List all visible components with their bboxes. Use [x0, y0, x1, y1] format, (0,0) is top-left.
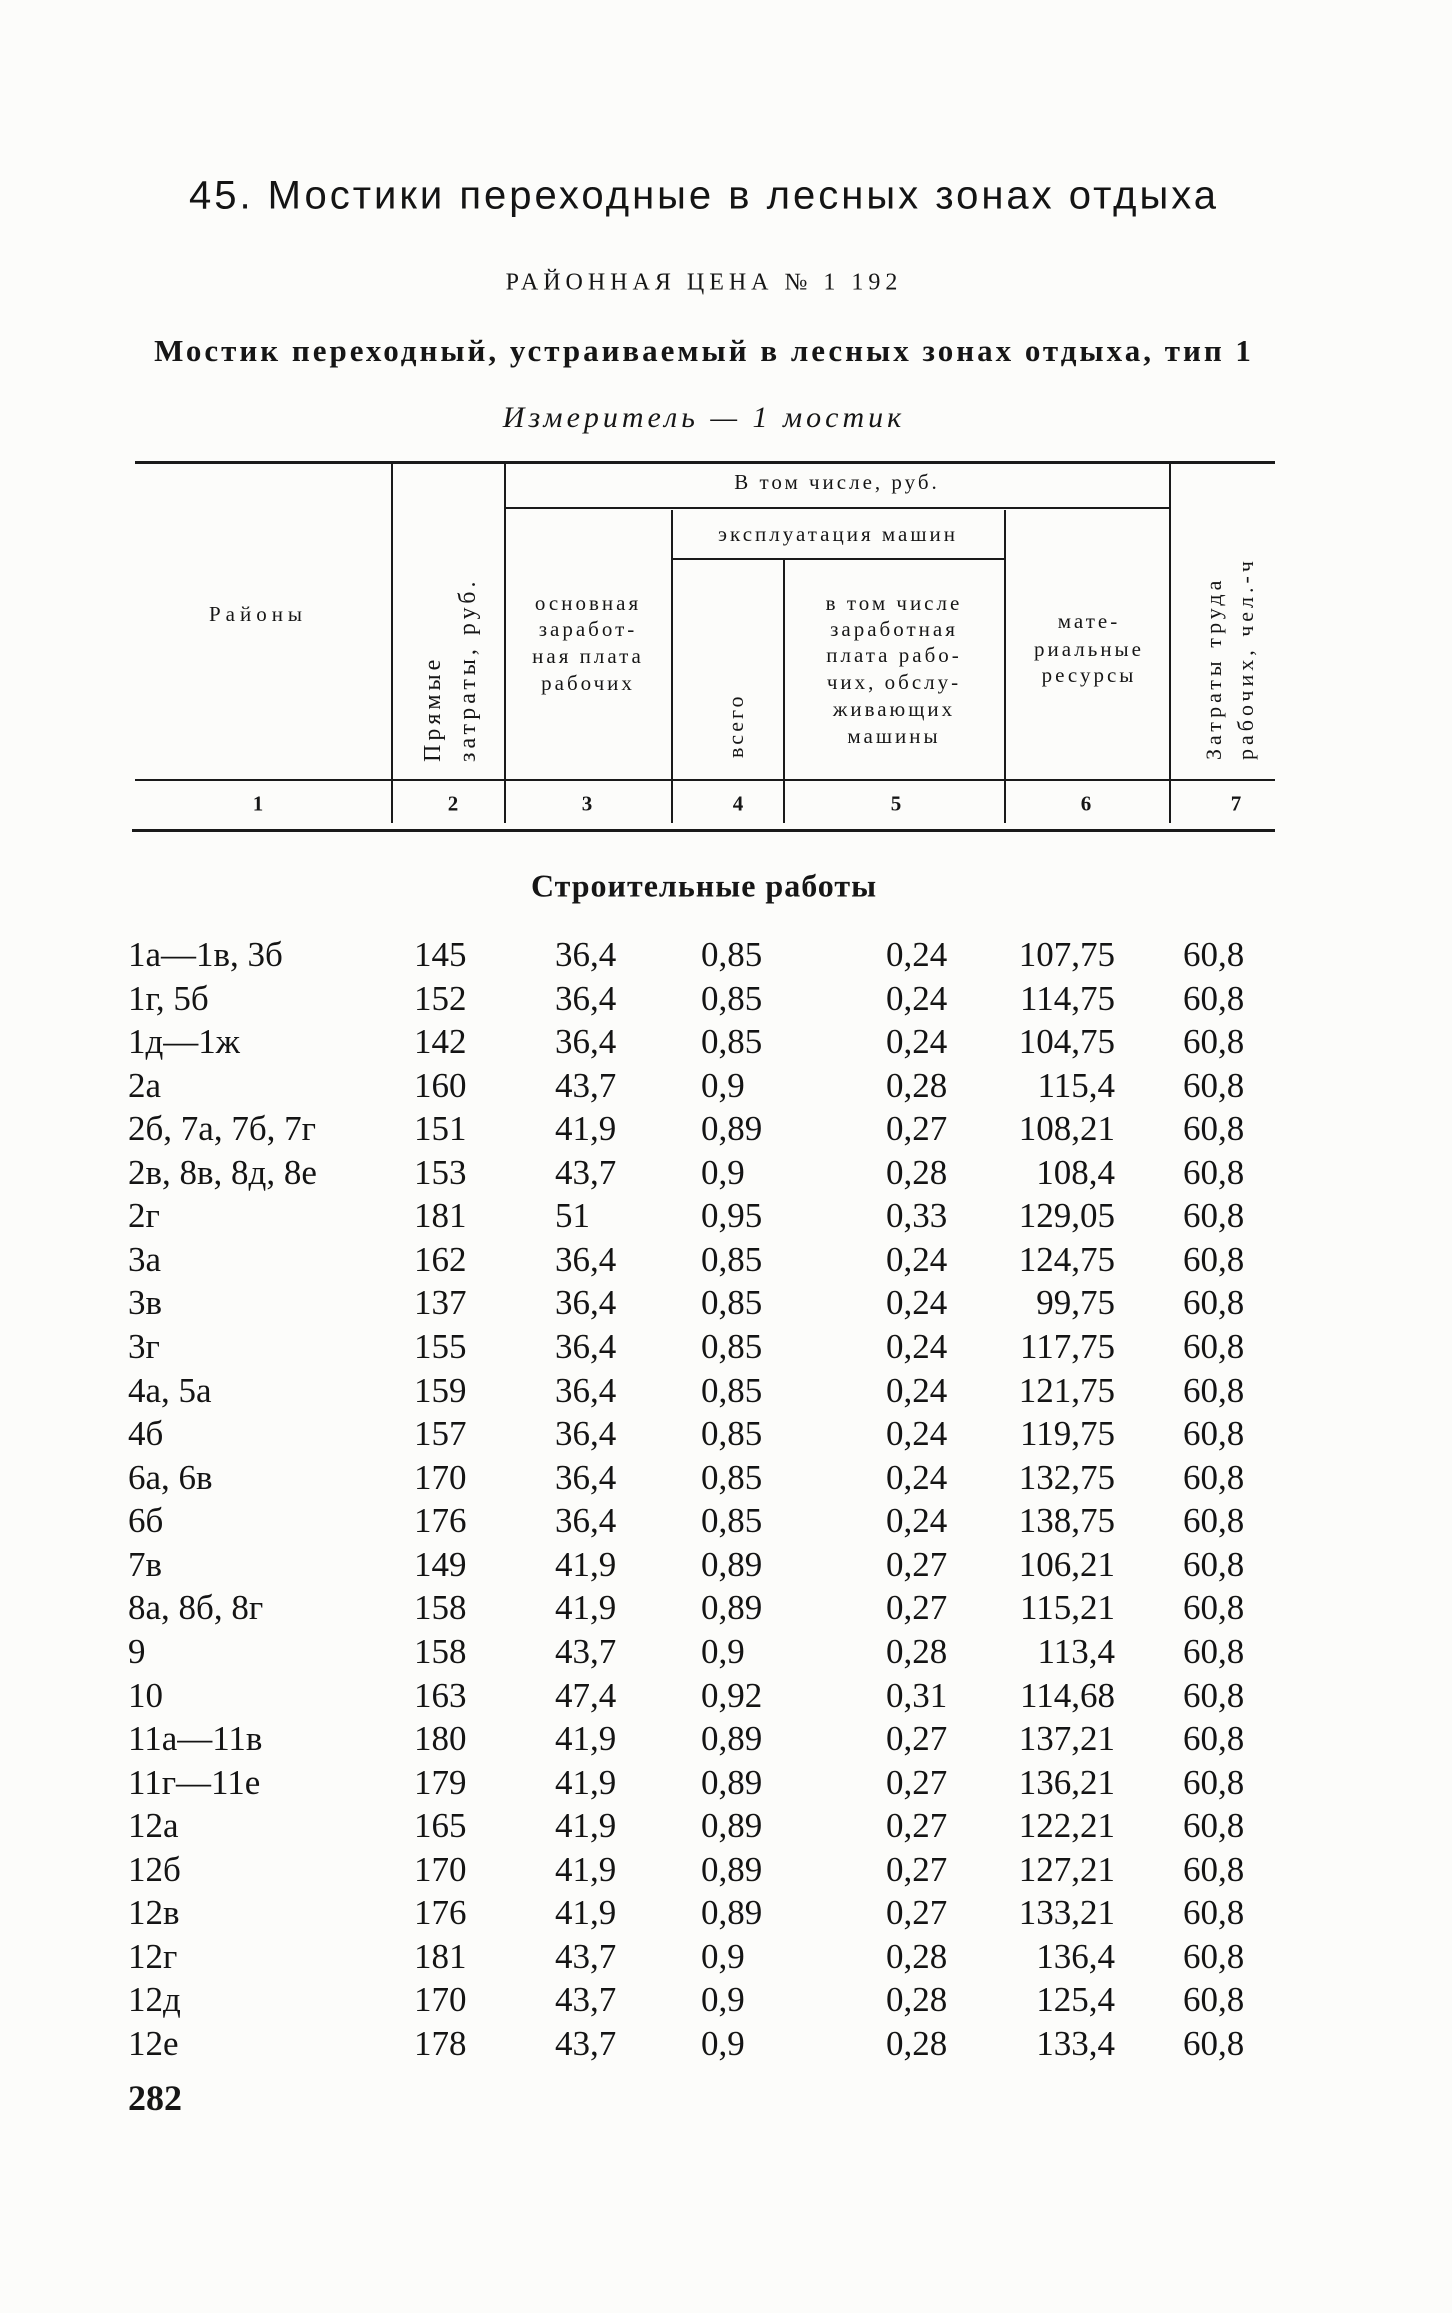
cell-region: 1г, 5б — [128, 978, 209, 1018]
cell-machine-wage: 0,27 — [886, 1588, 948, 1628]
cell-base-wage: 36,4 — [555, 1022, 617, 1062]
cell-base-wage: 43,7 — [555, 2024, 617, 2063]
cell-direct-costs: 176 — [414, 1893, 467, 1933]
cell-base-wage: 43,7 — [555, 1631, 617, 1671]
cell-base-wage: 36,4 — [555, 978, 617, 1018]
column-number: 7 — [1230, 791, 1242, 816]
unit-of-measure: Измеритель — 1 мостик — [502, 401, 906, 434]
cell-base-wage: 36,4 — [555, 1370, 617, 1410]
cell-machine-total: 0,85 — [701, 935, 763, 974]
cell-labor: 60,8 — [1183, 935, 1245, 974]
cell-machine-total: 0,9 — [701, 1631, 745, 1671]
cell-base-wage: 36,4 — [555, 1239, 617, 1279]
cell-base-wage: 51 — [555, 1196, 590, 1236]
cell-materials: 129,05 — [1018, 1196, 1115, 1236]
cell-machine-wage: 0,24 — [886, 1022, 948, 1062]
column-divider — [1169, 462, 1171, 823]
table-row — [0, 1935, 1452, 1979]
cell-materials: 133,21 — [1018, 1893, 1115, 1933]
cell-base-wage: 36,4 — [555, 1501, 617, 1541]
cell-materials: 106,21 — [1018, 1544, 1115, 1584]
cell-machine-wage: 0,27 — [886, 1806, 948, 1846]
header-materials-line3: ресурсы — [1041, 663, 1137, 687]
column-divider — [1004, 510, 1006, 823]
cell-machine-wage: 0,27 — [886, 1544, 948, 1584]
column-number: 4 — [732, 791, 744, 816]
cell-machine-wage: 0,24 — [886, 1283, 948, 1323]
header-machine-wage-line5: живающих — [832, 697, 956, 721]
cell-machine-total: 0,85 — [701, 1327, 763, 1367]
cell-machine-wage: 0,27 — [886, 1762, 948, 1802]
cell-machine-total: 0,89 — [701, 1893, 763, 1933]
cell-labor: 60,8 — [1183, 1806, 1245, 1846]
cell-region: 3в — [128, 1283, 163, 1323]
cell-region: 12а — [128, 1806, 179, 1846]
header-machine-wage-line2: заработная — [830, 617, 958, 641]
cell-direct-costs: 176 — [414, 1501, 467, 1541]
cell-materials: 99,75 — [1036, 1283, 1115, 1323]
cell-region: 12г — [128, 1936, 178, 1976]
cell-direct-costs: 165 — [414, 1806, 467, 1846]
cell-machine-total: 0,85 — [701, 1283, 763, 1323]
cell-labor: 60,8 — [1183, 1849, 1245, 1889]
cell-base-wage: 43,7 — [555, 1936, 617, 1976]
cell-region: 2б, 7а, 7б, 7г — [128, 1109, 317, 1149]
cell-labor: 60,8 — [1183, 1544, 1245, 1584]
column-divider — [671, 510, 673, 823]
cell-region: 4а, 5а — [128, 1370, 212, 1410]
cell-materials: 136,4 — [1036, 1936, 1115, 1976]
table-row — [0, 1238, 1452, 1282]
cell-materials: 115,21 — [1020, 1588, 1115, 1628]
cell-machine-wage: 0,33 — [886, 1196, 948, 1236]
cell-region: 3г — [128, 1327, 160, 1367]
table-row — [0, 933, 1452, 977]
cell-machine-wage: 0,28 — [886, 1065, 948, 1105]
cell-machine-wage: 0,28 — [886, 1631, 948, 1671]
cell-machine-wage: 0,28 — [886, 2024, 948, 2063]
cell-region: 11г—11е — [128, 1762, 261, 1802]
cell-direct-costs: 170 — [414, 1849, 467, 1889]
column-number: 1 — [252, 791, 264, 816]
cell-machine-wage: 0,24 — [886, 1457, 948, 1497]
header-machine-wage-line4: чих, обслу- — [826, 670, 962, 694]
cell-region: 12д — [128, 1980, 181, 2020]
cell-materials: 119,75 — [1020, 1414, 1115, 1454]
table-row — [0, 1456, 1452, 1500]
cell-base-wage: 41,9 — [555, 1588, 617, 1628]
table-row — [0, 1543, 1452, 1587]
table-row — [0, 1020, 1452, 1064]
cell-machine-total: 0,85 — [701, 1370, 763, 1410]
header-labor-line2: рабочих, чел.-ч — [1233, 557, 1258, 760]
cell-labor: 60,8 — [1183, 1414, 1245, 1454]
cell-direct-costs: 178 — [414, 2024, 467, 2063]
cell-machine-wage: 0,24 — [886, 1501, 948, 1541]
cell-base-wage: 36,4 — [555, 1327, 617, 1367]
table-row — [0, 1064, 1452, 1108]
cell-materials: 115,4 — [1037, 1065, 1115, 1105]
cell-machine-total: 0,89 — [701, 1849, 763, 1889]
cell-labor: 60,8 — [1183, 1675, 1245, 1715]
table-row — [0, 977, 1452, 1021]
cell-labor: 60,8 — [1183, 978, 1245, 1018]
table-row — [0, 1761, 1452, 1805]
table-row — [0, 1194, 1452, 1238]
cell-materials: 137,21 — [1018, 1719, 1115, 1759]
cell-machine-total: 0,89 — [701, 1719, 763, 1759]
column-numbers-rule — [132, 829, 1275, 832]
column-number: 3 — [581, 791, 593, 816]
cell-labor: 60,8 — [1183, 1152, 1245, 1192]
cell-region: 1а—1в, 3б — [128, 935, 283, 974]
cell-machine-total: 0,89 — [701, 1109, 763, 1149]
cell-machine-total: 0,89 — [701, 1806, 763, 1846]
cell-machine-wage: 0,27 — [886, 1849, 948, 1889]
cell-direct-costs: 170 — [414, 1457, 467, 1497]
cell-materials: 114,68 — [1020, 1675, 1115, 1715]
price-label: РАЙОННАЯ ЦЕНА № 1 192 — [505, 269, 903, 296]
table-row — [0, 1499, 1452, 1543]
cell-machine-total: 0,85 — [701, 1414, 763, 1454]
cell-direct-costs: 145 — [414, 935, 467, 974]
column-divider — [783, 560, 785, 823]
column-number: 5 — [890, 791, 902, 816]
cell-machine-total: 0,85 — [701, 1457, 763, 1497]
cell-machine-total: 0,9 — [701, 2024, 745, 2063]
table-row — [0, 1804, 1452, 1848]
cell-labor: 60,8 — [1183, 1065, 1245, 1105]
cell-direct-costs: 179 — [414, 1762, 467, 1802]
cell-labor: 60,8 — [1183, 1370, 1245, 1410]
cell-materials: 138,75 — [1018, 1501, 1115, 1541]
cell-materials: 108,4 — [1036, 1152, 1115, 1192]
cell-labor: 60,8 — [1183, 1631, 1245, 1671]
table-row — [0, 1151, 1452, 1195]
page-title: 45. Мостики переходные в лесных зонах отдыха — [188, 173, 1220, 218]
cell-region: 6а, 6в — [128, 1457, 213, 1497]
header-direct-costs-line2: затраты, руб. — [455, 577, 481, 762]
cell-machine-wage: 0,24 — [886, 978, 948, 1018]
cell-direct-costs: 160 — [414, 1065, 467, 1105]
cell-materials: 136,21 — [1018, 1762, 1115, 1802]
cell-direct-costs: 152 — [414, 978, 467, 1018]
column-number: 6 — [1080, 791, 1092, 816]
table-row — [0, 1586, 1452, 1630]
cell-labor: 60,8 — [1183, 1936, 1245, 1976]
cell-materials: 132,75 — [1018, 1457, 1115, 1497]
top-rule — [135, 461, 1275, 464]
header-machine-operation: эксплуатация машин — [718, 522, 958, 546]
cell-direct-costs: 149 — [414, 1544, 467, 1584]
cell-machine-total: 0,85 — [701, 978, 763, 1018]
cell-region: 2а — [128, 1065, 162, 1105]
cell-region: 2г — [128, 1196, 160, 1236]
table-row — [0, 1978, 1452, 2022]
table-row — [0, 1717, 1452, 1761]
cell-machine-wage: 0,24 — [886, 1370, 948, 1410]
cell-direct-costs: 158 — [414, 1631, 467, 1671]
cell-labor: 60,8 — [1183, 1893, 1245, 1933]
cell-materials: 114,75 — [1020, 978, 1115, 1018]
cell-machine-wage: 0,27 — [886, 1109, 948, 1149]
cell-direct-costs: 151 — [414, 1109, 467, 1149]
cell-region: 7в — [128, 1544, 163, 1584]
cell-materials: 107,75 — [1018, 935, 1115, 974]
cell-machine-wage: 0,28 — [886, 1936, 948, 1976]
cell-materials: 117,75 — [1020, 1327, 1115, 1367]
table-row — [0, 1325, 1452, 1369]
cell-direct-costs: 153 — [414, 1152, 467, 1192]
cell-region: 11а—11в — [128, 1719, 263, 1759]
cell-materials: 124,75 — [1018, 1239, 1115, 1279]
cell-direct-costs: 142 — [414, 1022, 467, 1062]
cell-base-wage: 36,4 — [555, 1414, 617, 1454]
cell-base-wage: 41,9 — [555, 1806, 617, 1846]
cell-region: 8а, 8б, 8г — [128, 1588, 264, 1628]
header-including: В том числе, руб. — [734, 470, 940, 494]
cell-base-wage: 41,9 — [555, 1849, 617, 1889]
cell-machine-total: 0,85 — [701, 1239, 763, 1279]
header-regions: Районы — [208, 602, 308, 626]
column-divider — [504, 462, 506, 823]
header-base-wage-line2: заработ- — [538, 617, 638, 641]
header-labor-line1: Затраты труда — [1201, 576, 1226, 760]
header-direct-costs-line1: Прямые — [420, 655, 446, 762]
cell-machine-wage: 0,24 — [886, 935, 948, 974]
header-materials-line1: мате- — [1057, 609, 1121, 633]
cell-region: 12б — [128, 1849, 181, 1889]
table-row — [0, 1107, 1452, 1151]
header-base-wage-line4: рабочих — [541, 671, 635, 695]
cell-direct-costs: 181 — [414, 1196, 467, 1236]
cell-region: 6б — [128, 1501, 164, 1541]
cell-labor: 60,8 — [1183, 1022, 1245, 1062]
cell-machine-wage: 0,28 — [886, 1152, 948, 1192]
header-machine-wage-line3: плата рабо- — [826, 643, 962, 667]
column-number: 2 — [447, 791, 459, 816]
cell-direct-costs: 159 — [414, 1370, 467, 1410]
cell-labor: 60,8 — [1183, 2024, 1245, 2063]
cell-base-wage: 41,9 — [555, 1893, 617, 1933]
cell-labor: 60,8 — [1183, 1588, 1245, 1628]
cell-region: 4б — [128, 1414, 164, 1454]
table-row — [0, 2022, 1452, 2066]
cell-labor: 60,8 — [1183, 1239, 1245, 1279]
cell-direct-costs: 155 — [414, 1327, 467, 1367]
cell-direct-costs: 137 — [414, 1283, 467, 1323]
cell-labor: 60,8 — [1183, 1109, 1245, 1149]
cell-direct-costs: 162 — [414, 1239, 467, 1279]
cell-materials: 108,21 — [1018, 1109, 1115, 1149]
cell-region: 12е — [128, 2024, 179, 2063]
table-row — [0, 1412, 1452, 1456]
cell-machine-wage: 0,24 — [886, 1327, 948, 1367]
table-row — [0, 1891, 1452, 1935]
cell-region: 3а — [128, 1239, 162, 1279]
cell-machine-total: 0,9 — [701, 1152, 745, 1192]
cell-direct-costs: 157 — [414, 1414, 467, 1454]
cell-base-wage: 36,4 — [555, 935, 617, 974]
cell-machine-total: 0,89 — [701, 1762, 763, 1802]
cell-machine-total: 0,92 — [701, 1675, 763, 1715]
cell-direct-costs: 158 — [414, 1588, 467, 1628]
cell-labor: 60,8 — [1183, 1327, 1245, 1367]
cell-base-wage: 43,7 — [555, 1152, 617, 1192]
cell-region: 12в — [128, 1893, 180, 1933]
column-divider — [391, 462, 393, 823]
cell-machine-total: 0,9 — [701, 1065, 745, 1105]
table-row — [0, 1369, 1452, 1413]
cell-machine-total: 0,9 — [701, 1936, 745, 1976]
cell-machine-total: 0,85 — [701, 1501, 763, 1541]
cell-machine-total: 0,85 — [701, 1022, 763, 1062]
cell-labor: 60,8 — [1183, 1283, 1245, 1323]
header-bottom-rule — [135, 779, 1275, 781]
cell-base-wage: 47,4 — [555, 1675, 617, 1715]
header-base-wage-line1: основная — [534, 591, 642, 615]
cell-labor: 60,8 — [1183, 1457, 1245, 1497]
cell-machine-wage: 0,27 — [886, 1893, 948, 1933]
page-number: 282 — [128, 2078, 182, 2118]
cell-region: 9 — [128, 1631, 146, 1671]
cell-region: 10 — [128, 1675, 163, 1715]
cell-machine-wage: 0,28 — [886, 1980, 948, 2020]
header-base-wage-line3: ная плата — [532, 644, 644, 668]
cell-direct-costs: 170 — [414, 1980, 467, 2020]
cell-materials: 125,4 — [1036, 1980, 1115, 2020]
table-row — [0, 1848, 1452, 1892]
cell-base-wage: 41,9 — [555, 1762, 617, 1802]
cell-materials: 122,21 — [1018, 1806, 1115, 1846]
cell-machine-total: 0,89 — [701, 1588, 763, 1628]
cell-direct-costs: 163 — [414, 1675, 467, 1715]
machine-underline — [672, 558, 1005, 560]
cell-machine-wage: 0,24 — [886, 1414, 948, 1454]
cell-base-wage: 36,4 — [555, 1283, 617, 1323]
table-subtitle: Мостик переходный, устраиваемый в лесных зонах отдыха, тип 1 — [154, 333, 1254, 368]
cell-direct-costs: 180 — [414, 1719, 467, 1759]
cell-materials: 133,4 — [1036, 2024, 1115, 2063]
cell-base-wage: 36,4 — [555, 1457, 617, 1497]
cell-machine-wage: 0,31 — [886, 1675, 948, 1715]
cell-materials: 104,75 — [1018, 1022, 1115, 1062]
cell-base-wage: 43,7 — [555, 1980, 617, 2020]
cell-base-wage: 41,9 — [555, 1544, 617, 1584]
table-row — [0, 1281, 1452, 1325]
cell-labor: 60,8 — [1183, 1719, 1245, 1759]
cell-region: 1д—1ж — [128, 1022, 240, 1062]
cell-labor: 60,8 — [1183, 1762, 1245, 1802]
cell-machine-total: 0,95 — [701, 1196, 763, 1236]
cell-machine-wage: 0,27 — [886, 1719, 948, 1759]
header-machine-wage-line1: в том числе — [825, 591, 963, 615]
cell-materials: 121,75 — [1018, 1370, 1115, 1410]
cell-machine-total: 0,89 — [701, 1544, 763, 1584]
cell-machine-wage: 0,24 — [886, 1239, 948, 1279]
section-heading: Строительные работы — [530, 867, 878, 904]
cell-base-wage: 41,9 — [555, 1109, 617, 1149]
cell-labor: 60,8 — [1183, 1980, 1245, 2020]
cell-machine-total: 0,9 — [701, 1980, 745, 2020]
cell-base-wage: 43,7 — [555, 1065, 617, 1105]
cell-labor: 60,8 — [1183, 1196, 1245, 1236]
cell-region: 2в, 8в, 8д, 8е — [128, 1152, 317, 1192]
cell-materials: 127,21 — [1018, 1849, 1115, 1889]
header-machine-total: всего — [723, 693, 748, 758]
including-underline — [505, 507, 1170, 509]
cell-base-wage: 41,9 — [555, 1719, 617, 1759]
header-machine-wage-line6: машины — [847, 724, 941, 748]
cell-direct-costs: 181 — [414, 1936, 467, 1976]
table-row — [0, 1630, 1452, 1674]
cell-labor: 60,8 — [1183, 1501, 1245, 1541]
header-materials-line2: риальные — [1034, 637, 1144, 661]
table-row — [0, 1674, 1452, 1718]
cell-materials: 113,4 — [1037, 1631, 1115, 1671]
